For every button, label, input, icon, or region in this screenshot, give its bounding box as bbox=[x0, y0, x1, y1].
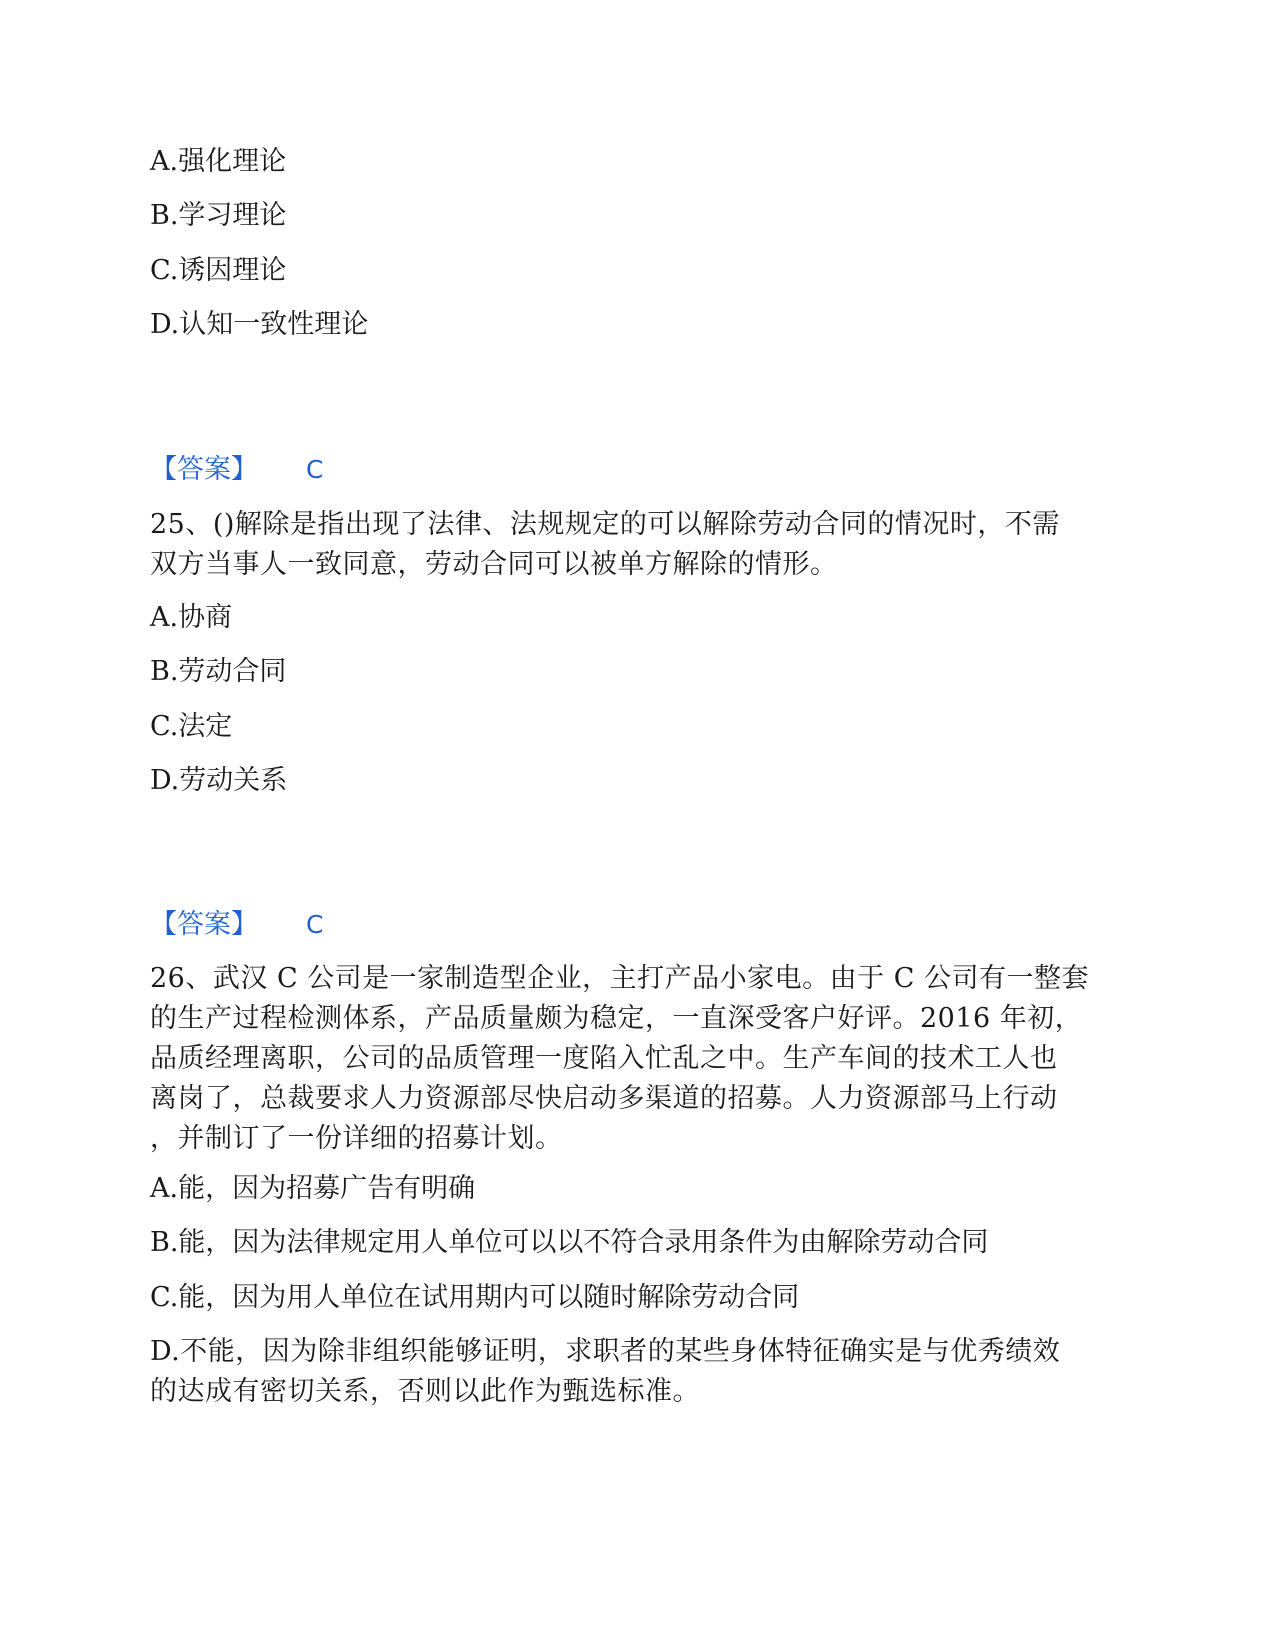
q26-stem-line: 品质经理离职，公司的品质管理一度陷入忙乱之中。生产车间的技术工人也 bbox=[150, 1043, 1058, 1074]
q25-option-b: B.劳动合同 bbox=[150, 656, 287, 687]
q26-option-b: B.能，因为法律规定用人单位可以以不符合录用条件为由解除劳动合同 bbox=[150, 1227, 989, 1258]
q24-answer bbox=[150, 450, 323, 490]
q25-stem bbox=[150, 505, 1110, 585]
q26-stem-line: 离岗了，总裁要求人力资源部尽快启动多渠道的招募。人力资源部马上行动 bbox=[150, 1083, 1058, 1114]
q24-option-d: D.认知一致性理论 bbox=[150, 309, 369, 340]
answer-label: 【答案】 bbox=[150, 909, 258, 940]
q26-option-c: C.能，因为用人单位在试用期内可以随时解除劳动合同 bbox=[150, 1282, 800, 1313]
q25-option-a: A.协商 bbox=[150, 602, 233, 633]
q26-option-d-line: 的达成有密切关系，否则以此作为甄选标准。 bbox=[150, 1376, 700, 1407]
q26-stem bbox=[150, 959, 1110, 1159]
q25-stem-line: 双方当事人一致同意，劳动合同可以被单方解除的情形。 bbox=[150, 549, 838, 580]
q26-stem-line: ，并制订了一份详细的招募计划。 bbox=[150, 1123, 563, 1154]
answer-value: C bbox=[306, 910, 324, 939]
q24-option-c: C.诱因理论 bbox=[150, 255, 287, 286]
q25-option-d: D.劳动关系 bbox=[150, 765, 288, 796]
q26-stem-line: 的生产过程检测体系，产品质量颇为稳定，一直深受客户好评。2016 年初， bbox=[150, 1003, 1083, 1034]
q26-option-a: A.能，因为招募广告有明确 bbox=[150, 1173, 476, 1204]
q26-stem-line: 26、武汉 C 公司是一家制造型企业，主打产品小家电。由于 C 公司有一整套 bbox=[150, 963, 1090, 994]
q24-option-b: B.学习理论 bbox=[150, 200, 287, 231]
answer-label: 【答案】 bbox=[150, 454, 258, 485]
q25-answer bbox=[150, 905, 323, 945]
q26-option-d-line: D.不能，因为除非组织能够证明，求职者的某些身体特征确实是与优秀绩效 bbox=[150, 1336, 1061, 1367]
q26-option-d bbox=[150, 1332, 1110, 1412]
q24-option-a: A.强化理论 bbox=[150, 146, 287, 177]
answer-value: C bbox=[306, 455, 324, 484]
q25-option-c: C.法定 bbox=[150, 711, 233, 742]
q25-stem-line: 25、()解除是指出现了法律、法规规定的可以解除劳动合同的情况时，不需 bbox=[150, 509, 1060, 540]
